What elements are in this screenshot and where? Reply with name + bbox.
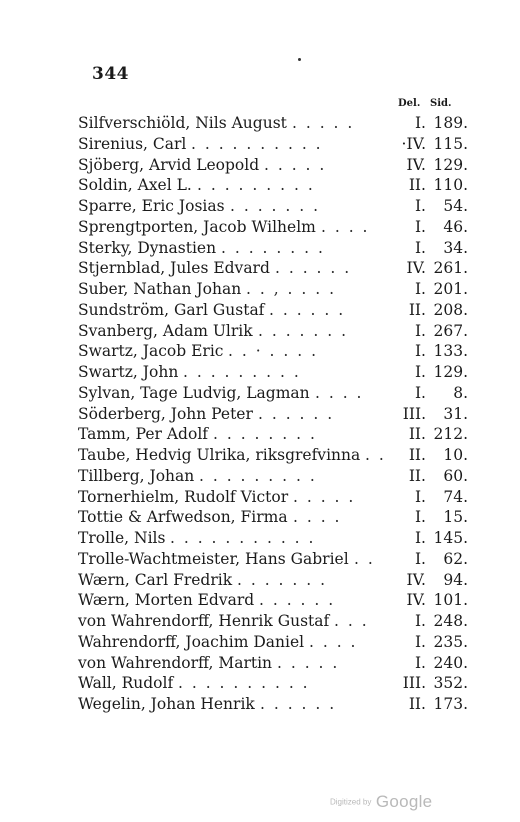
entry-dot-leader: . . . . . . . . . <box>183 363 301 381</box>
entry-dot-leader: . . . . . <box>293 487 356 506</box>
entry-dot-leader: . . . . . <box>292 114 355 132</box>
entry-page: 129. <box>433 155 468 174</box>
index-entry <box>78 424 468 445</box>
entry-page: 62. <box>443 549 468 568</box>
entry-dot-leader: . . . . . . . . <box>221 238 325 257</box>
entry-volume: III. <box>402 674 426 693</box>
page-dot-mark <box>298 58 301 61</box>
entry-volume: II. <box>408 695 426 713</box>
index-entry <box>78 466 468 487</box>
entry-page: 240. <box>433 653 468 672</box>
index-entry <box>78 258 468 279</box>
entry-name: Taube, Hedvig Ulrika, riksgrefvinna <box>78 446 361 464</box>
entry-dot-leader: . . . <box>334 612 369 630</box>
entry-page: 15. <box>443 508 468 527</box>
index-entry <box>78 673 468 694</box>
index-entry <box>78 362 468 383</box>
entry-dot-leader: . . . . <box>309 632 358 651</box>
index-entry <box>78 196 468 217</box>
entry-dot-leader: . . . . . . <box>269 300 346 319</box>
index-entry <box>78 279 468 300</box>
entry-page: 173. <box>433 695 468 713</box>
entry-name: Trolle-Wachtmeister, Hans Gabriel <box>78 549 349 568</box>
entry-volume: I. <box>414 383 426 402</box>
entry-volume: IV. <box>406 259 426 278</box>
index-entry <box>78 383 468 404</box>
digitized-by-label: Digitized by <box>330 797 372 807</box>
entry-page: 54. <box>443 197 468 215</box>
entry-dot-leader: . . . . . . . . . <box>199 466 317 485</box>
entry-page: 34. <box>443 238 468 257</box>
entry-dot-leader: . . . . . . <box>258 404 335 423</box>
index-entry-list <box>78 113 468 715</box>
entry-page: 129. <box>433 363 468 381</box>
index-entry <box>78 445 468 466</box>
entry-page: 94. <box>443 570 468 589</box>
index-entry <box>78 217 468 238</box>
entry-dot-leader: . . . . . . . <box>230 197 321 215</box>
index-entry <box>78 694 468 715</box>
entry-dot-leader: . . . . . . . . <box>213 425 317 444</box>
entry-page: 101. <box>433 591 468 610</box>
entry-volume: I. <box>414 238 426 257</box>
index-entry <box>78 632 468 653</box>
entry-volume: II. <box>408 425 426 444</box>
index-entry <box>78 404 468 425</box>
entry-volume: I. <box>414 342 426 361</box>
entry-name: Wahrendorff, Joachim Daniel <box>78 632 305 651</box>
entry-dot-leader: . . . . . . . . . <box>197 176 315 195</box>
entry-volume: IV. <box>406 570 426 589</box>
entry-page: 115. <box>433 134 468 153</box>
entry-volume: II. <box>408 176 426 195</box>
entry-name: Sparre, Eric Josias <box>78 197 225 215</box>
entry-volume: ·IV. <box>401 134 426 153</box>
entry-volume: I. <box>414 508 426 527</box>
entry-name: Söderberg, John Peter <box>78 404 253 423</box>
entry-dot-leader: . . , . . . . <box>246 280 337 298</box>
entry-volume: II. <box>408 300 426 319</box>
entry-name: Svanberg, Adam Ulrik <box>78 321 253 340</box>
index-entry <box>78 113 468 134</box>
index-entry <box>78 175 468 196</box>
entry-page: 145. <box>433 529 468 547</box>
page-number: 344 <box>92 64 129 84</box>
digitized-by-stamp <box>330 792 432 812</box>
entry-volume: IV. <box>406 155 426 174</box>
entry-page: 201. <box>433 280 468 298</box>
entry-page: 46. <box>443 217 468 236</box>
entry-name: Sundström, Garl Gustaf <box>78 300 265 319</box>
google-logo: Google <box>375 792 433 811</box>
entry-volume: I. <box>414 197 426 215</box>
entry-name: Sjöberg, Arvid Leopold <box>78 155 260 174</box>
entry-dot-leader: . . <box>365 446 386 464</box>
entry-volume: II. <box>408 466 426 485</box>
entry-volume: I. <box>414 612 426 630</box>
entry-name: Soldin, Axel L. <box>78 176 192 195</box>
index-entry <box>78 528 468 549</box>
index-entry <box>78 238 468 259</box>
entry-dot-leader: . . . . . . . . . . . <box>170 529 316 547</box>
entry-volume: I. <box>414 217 426 236</box>
index-entry <box>78 155 468 176</box>
entry-dot-leader: . . . . . . <box>259 591 336 610</box>
entry-volume: I. <box>414 632 426 651</box>
entry-dot-leader: . . . . <box>315 383 364 402</box>
entry-page: 352. <box>433 674 468 693</box>
entry-dot-leader: . . . . . . <box>275 259 352 278</box>
column-header-del: Del. <box>398 98 421 109</box>
entry-volume: II. <box>408 446 426 464</box>
entry-volume: I. <box>414 653 426 672</box>
entry-volume: I. <box>414 529 426 547</box>
entry-page: 31. <box>443 404 468 423</box>
entry-volume: III. <box>402 404 426 423</box>
entry-dot-leader: . . <box>354 549 375 568</box>
entry-volume: I. <box>414 280 426 298</box>
entry-page: 248. <box>433 612 468 630</box>
entry-page: 261. <box>433 259 468 278</box>
entry-name: von Wahrendorff, Martin <box>78 653 273 672</box>
entry-page: 189. <box>433 114 468 132</box>
entry-name: Trolle, Nils <box>78 529 166 547</box>
entry-name: Wall, Rudolf <box>78 674 174 693</box>
entry-name: Sirenius, Carl <box>78 134 187 153</box>
entry-name: Sylvan, Tage Ludvig, Lagman <box>78 383 310 402</box>
entry-volume: I. <box>414 549 426 568</box>
entry-dot-leader: . . · . . . . <box>228 342 319 361</box>
entry-page: 8. <box>453 383 468 402</box>
entry-dot-leader: . . . . <box>293 508 342 527</box>
entry-volume: IV. <box>406 591 426 610</box>
entry-dot-leader: . . . . . . <box>260 695 337 713</box>
entry-page: 60. <box>443 466 468 485</box>
entry-name: Suber, Nathan Johan <box>78 280 242 298</box>
index-entry <box>78 321 468 342</box>
entry-page: 235. <box>433 632 468 651</box>
index-entry <box>78 300 468 321</box>
entry-dot-leader: . . . . . . . . . . <box>191 134 323 153</box>
entry-page: 133. <box>433 342 468 361</box>
index-entry <box>78 653 468 674</box>
entry-name: Silfverschiöld, Nils August <box>78 114 287 132</box>
entry-name: Wegelin, Johan Henrik <box>78 695 255 713</box>
entry-dot-leader: . . . . . <box>277 653 340 672</box>
index-entry <box>78 487 468 508</box>
entry-name: Sterky, Dynastien <box>78 238 217 257</box>
entry-dot-leader: . . . . <box>321 217 370 236</box>
index-entry <box>78 611 468 632</box>
entry-name: Wærn, Morten Edvard <box>78 591 255 610</box>
entry-name: Stjernblad, Jules Edvard <box>78 259 270 278</box>
entry-page: 267. <box>433 321 468 340</box>
index-entry <box>78 507 468 528</box>
entry-dot-leader: . . . . . . . <box>258 321 349 340</box>
entry-name: von Wahrendorff, Henrik Gustaf <box>78 612 330 630</box>
index-entry <box>78 570 468 591</box>
entry-page: 74. <box>443 487 468 506</box>
entry-name: Swartz, Jacob Eric <box>78 342 224 361</box>
index-entry <box>78 590 468 611</box>
entry-volume: I. <box>414 114 426 132</box>
index-entry <box>78 341 468 362</box>
entry-page: 110. <box>433 176 468 195</box>
entry-name: Tillberg, Johan <box>78 466 195 485</box>
entry-page: 212. <box>433 425 468 444</box>
index-entry <box>78 134 468 155</box>
entry-dot-leader: . . . . . <box>264 155 327 174</box>
entry-dot-leader: . . . . . . . <box>237 570 328 589</box>
entry-name: Swartz, John <box>78 363 179 381</box>
entry-name: Tottie & Arfwedson, Firma <box>78 508 288 527</box>
entry-volume: I. <box>414 487 426 506</box>
entry-name: Tamm, Per Adolf <box>78 425 209 444</box>
entry-volume: I. <box>414 363 426 381</box>
entry-name: Sprengtporten, Jacob Wilhelm <box>78 217 316 236</box>
entry-name: Wærn, Carl Fredrik <box>78 570 233 589</box>
column-header-sid: Sid. <box>430 98 452 109</box>
entry-volume: I. <box>414 321 426 340</box>
index-entry <box>78 549 468 570</box>
entry-dot-leader: . . . . . . . . . . <box>178 674 310 693</box>
entry-page: 10. <box>443 446 468 464</box>
entry-page: 208. <box>433 300 468 319</box>
entry-name: Tornerhielm, Rudolf Victor <box>78 487 289 506</box>
